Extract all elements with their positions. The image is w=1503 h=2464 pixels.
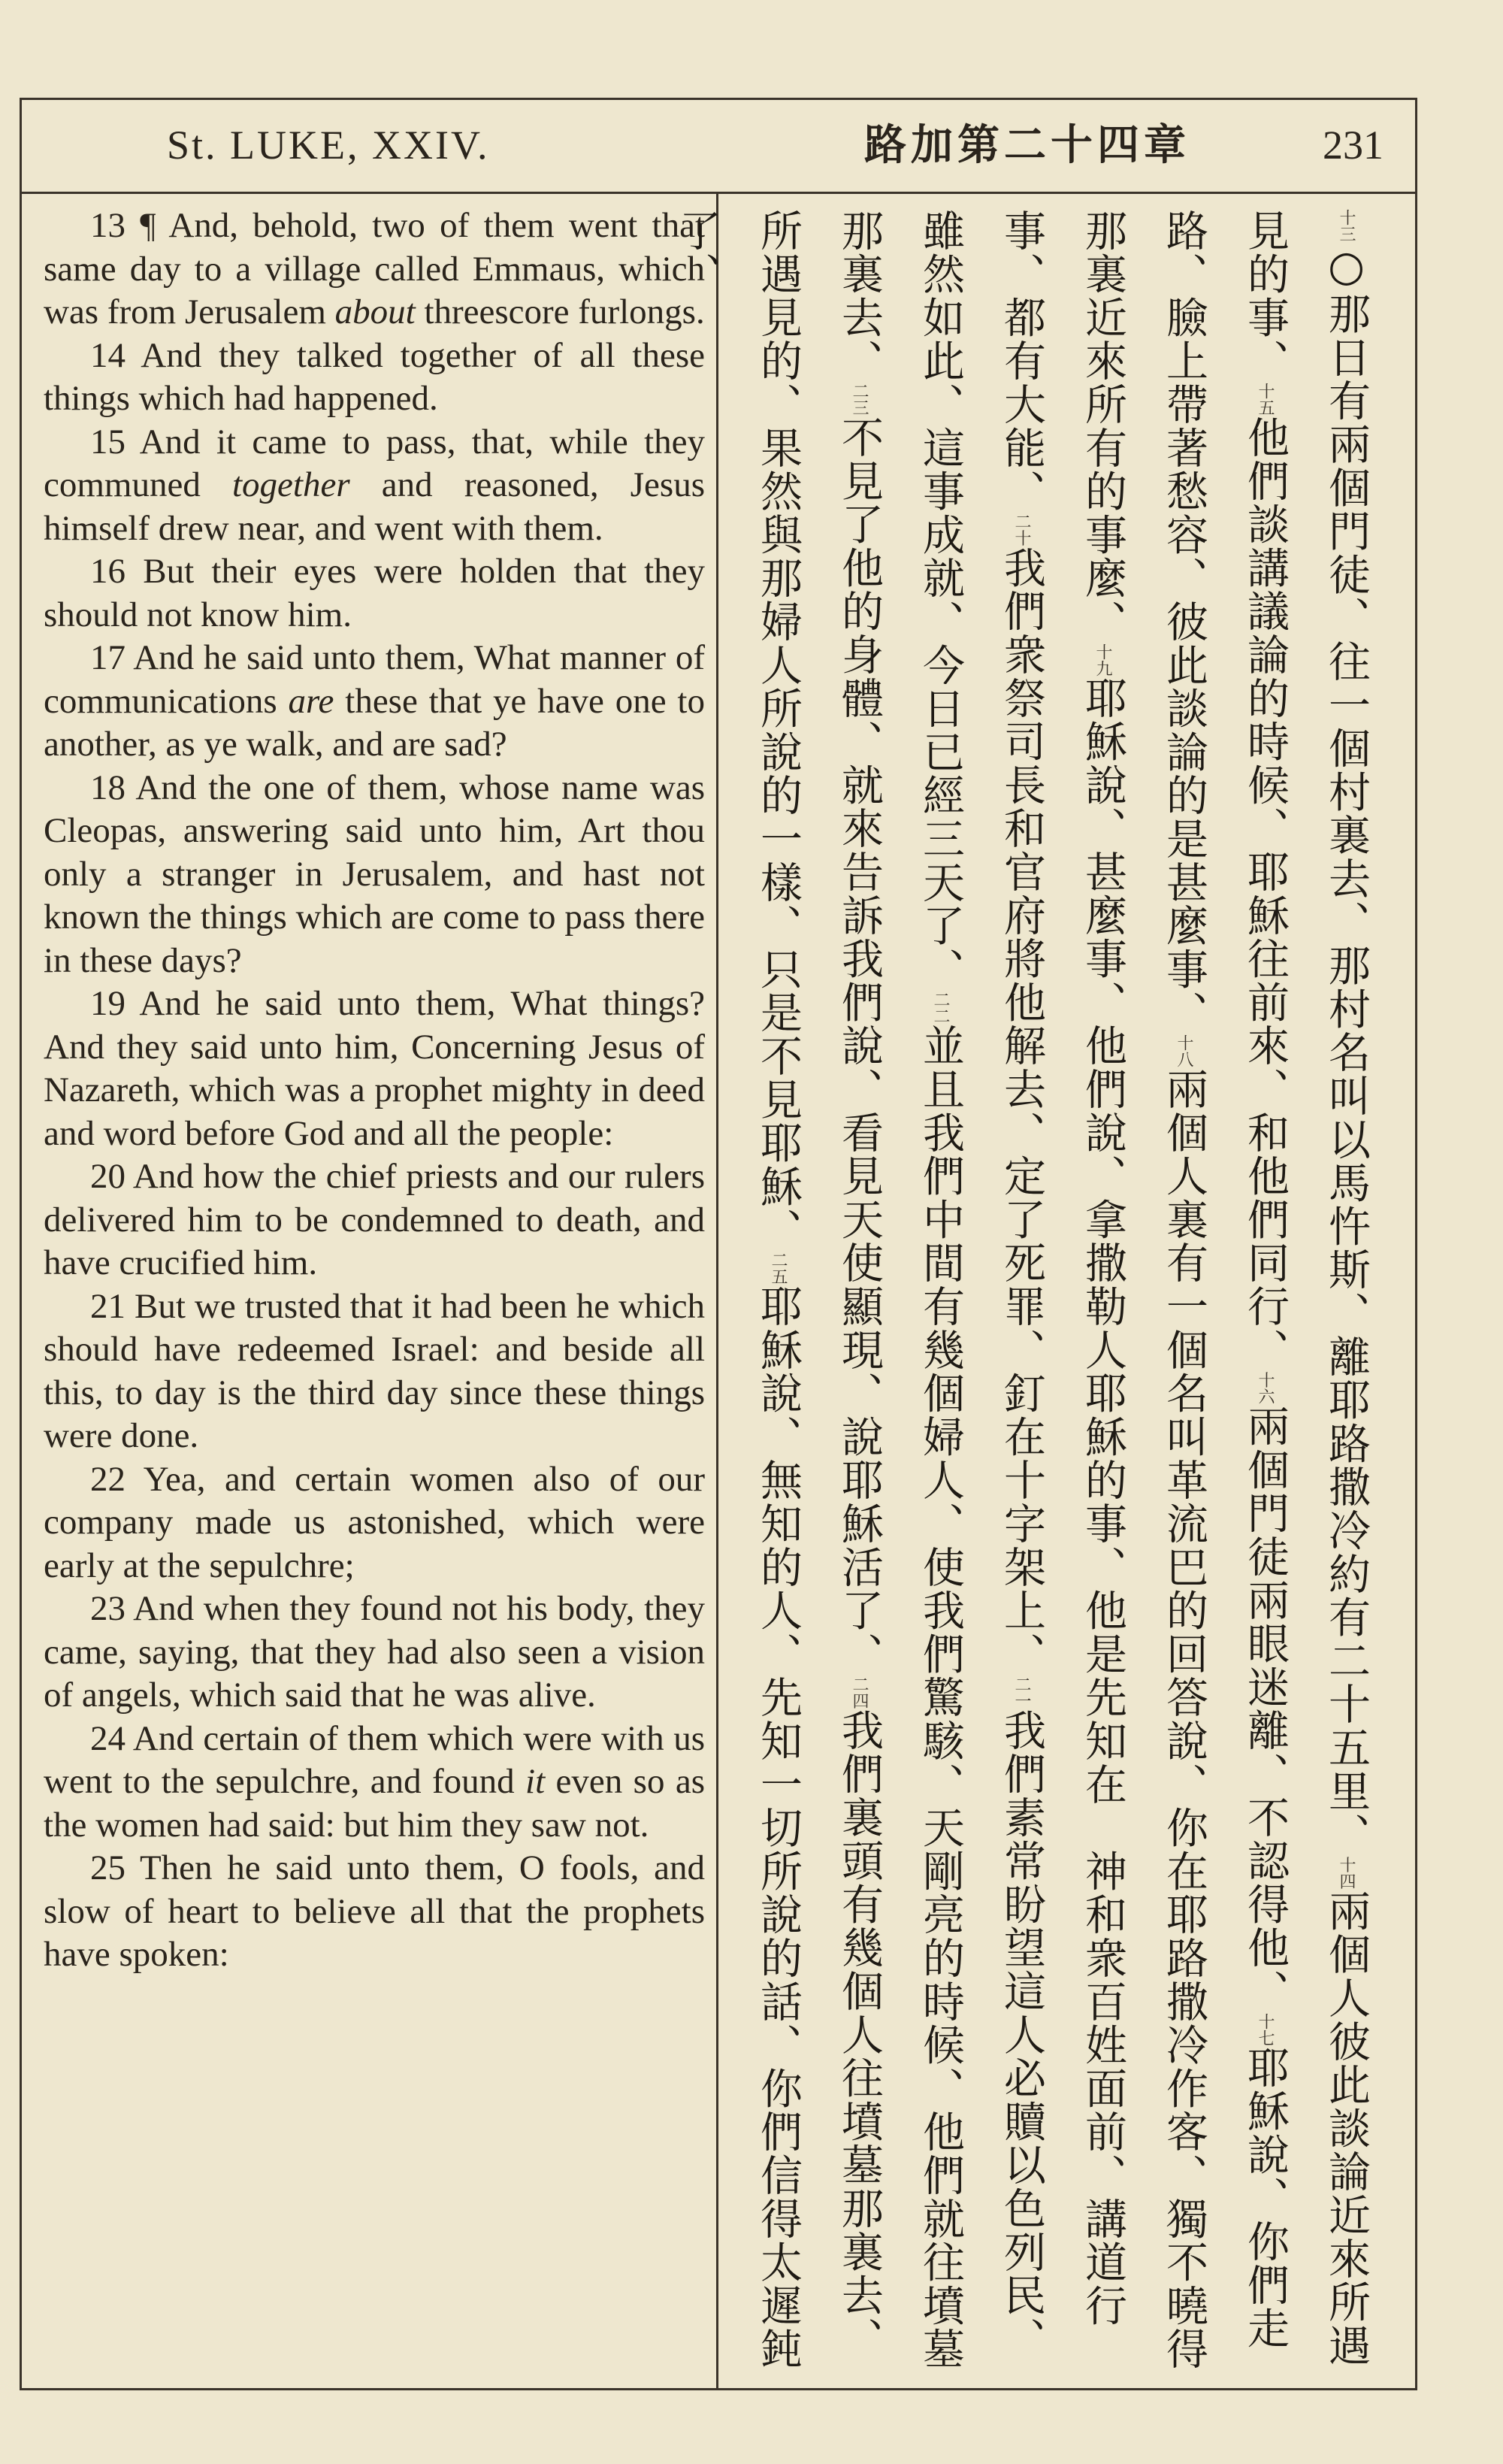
chinese-verse-text: 兩個人裏有一個名叫革流巴的回答說、你在耶路撒冷作客、獨不曉得那裏近來所有的事麼、 [1078,209,1208,2372]
column-divider [716,192,718,2390]
english-verse: 17 And he said unto them, What manner of communications are these that ye have one to another, as ye walk, and are sad? [44,638,705,764]
chinese-verse-number: 二四 [850,1675,869,1709]
chinese-verse-number: 二三 [850,383,869,416]
chinese-verse-number: 十八 [1175,1034,1193,1068]
chinese-verse-number: 十九 [1093,643,1112,677]
english-verse: 19 And he said unto them, What things? And they said unto him, Concerning Jesus of Nazareth, which was a prophet mighty in deed and word before God and all the people: [44,984,705,1153]
chinese-verse-text: 他們談講議論的時候、耶穌往前來、和他們同行、 [1241,416,1290,1372]
running-title-chinese: 路加第二十四章 [864,120,1190,170]
english-verse: 14 And they talked together of all these things which had happened. [44,335,705,418]
english-verse: 24 And certain of them which were with us went to the sepulchre, and found it even so as the women had said: but him they saw not. [44,1718,705,1845]
english-verse: 25 Then he said unto them, O fools, and slow of heart to believe all that the prophets have spoken: [44,1848,705,1974]
chinese-verse-text: 耶穌說、你們走路、臉上帶著愁容、彼此談論的是甚麼事、 [1160,209,1290,2350]
running-title-english: St. LUKE, XXIV. [167,123,490,168]
chinese-verse-text: 我們衆祭司長和官府將他解去、定了死罪、釘在十字架上、 [997,546,1046,1676]
chinese-verse-text: 耶穌說、無知的人、先知一切所說的話、你們信得太遲鈍了、 [673,209,803,2372]
english-column [44,204,705,1977]
chinese-verse-text: 我們裏頭有幾個人往墳墓那裏去、所遇見的、果然與那婦人所說的一樣、只是不見耶穌、 [754,209,884,2361]
chinese-verse-number: 二一 [1012,1675,1031,1709]
chinese-verse-text: 並且我們中間有幾個婦人、使我們驚駭、天剛亮的時候、他們就往墳墓那裏去、 [835,209,965,2372]
chinese-verse-text: ○那日有兩個門徒、往一個村裏去、那村名叫以馬忤斯、離耶路撒冷約有二十五里、 [1322,242,1371,1857]
english-verse: 13 ¶ And, behold, two of them went that same day to a village called Emmaus, which was from Jerusalem about threescore furlongs. [44,206,705,331]
chinese-verse-text: 兩個門徒兩眼迷離、不認得他、 [1241,1404,1290,2014]
english-verse: 22 Yea, and certain women also of our company made us astonished, which were early at the sepulchre; [44,1459,705,1585]
chinese-verse-text: 耶穌說、甚麼事、他們說、拿撒勒人耶穌的事、他是先知在 神和衆百姓面前、講道行事、都有大能、 [997,209,1127,2328]
english-verse: 16 But their eyes were holden that they should not know him. [44,552,705,634]
chinese-verse-number: 二十 [1012,513,1031,546]
chinese-verse-number: 十五 [1256,383,1275,416]
chinese-verse-number: 二五 [769,1252,788,1285]
chinese-verse-number: 十三 [1337,209,1356,242]
english-verse: 21 But we trusted that it had been he which should have redeemed Israel: and beside all this, to day is the third day since these things were done. [44,1286,705,1455]
chinese-verse-text: 我們素常盼望這人必贖以色列民、雖然如此、這事成就、今日已經三天了、 [916,209,1046,2361]
english-verse: 20 And how the chief priests and our rulers delivered him to be condemned to death, and have crucified him. [44,1157,705,1282]
header-rule [20,192,1417,194]
chinese-verse-text: 兩個人彼此談論近來所遇見的事、 [1241,209,1371,2368]
english-verse: 15 And it came to pass, that, while they communed together and reasoned, Jesus himself drew near, and went with them. [44,422,705,548]
chinese-verse-number: 二二 [931,991,950,1025]
english-verse: 18 And the one of them, whose name was Cleopas, answering said unto him, Art thou only a stranger in Jerusalem, and hast not known the things which are come to pass there in these days? [44,767,705,980]
chinese-verse-text: 不見了他的身體、就來告訴我們說、看見天使顯現、說耶穌活了、 [835,416,884,1676]
page-number: 231 [1323,123,1384,168]
chinese-verse-number: 十四 [1337,1856,1356,1890]
chinese-verse-number: 十七 [1256,2013,1275,2047]
chinese-verse-number: 十六 [1256,1371,1275,1405]
english-verse: 23 And when they found not his body, they came, saying, that they had also seen a vision of angels, which said that he was alive. [44,1589,705,1715]
chinese-column [673,209,1387,2374]
